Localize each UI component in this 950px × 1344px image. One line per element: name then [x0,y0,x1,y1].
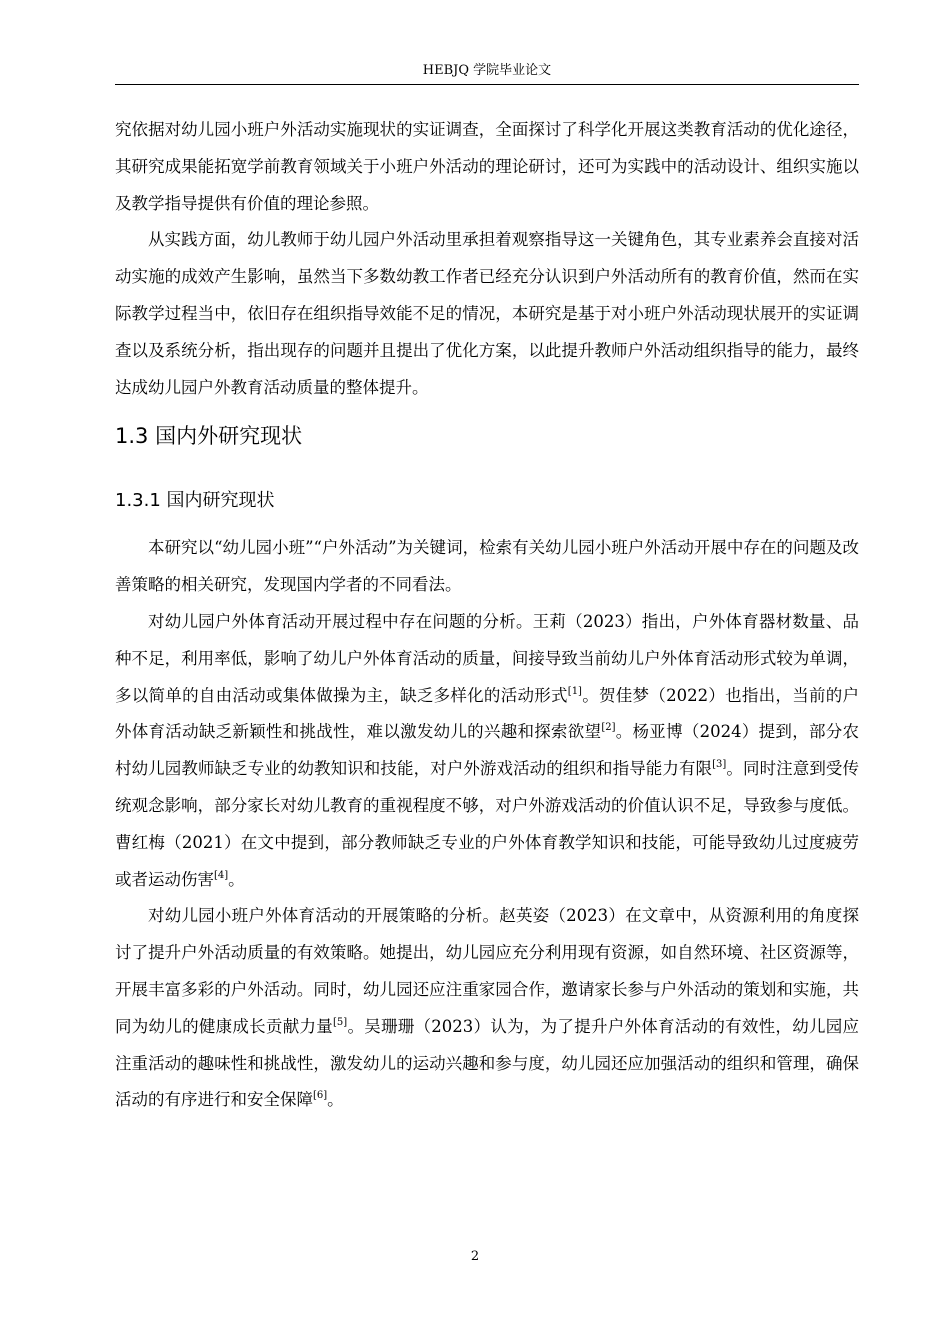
paragraph-text: 。吴珊珊（2023）认为，为了提升户外体育活动的有效性，幼儿园应注重活动的趣味性和挑战性，激发幼儿的运动兴趣和参与度，幼儿园还应加强活动的组织和管理，确保活动的有序进行和安全保障 [115,1016,860,1110]
header-rule [115,84,859,85]
citation[interactable]: [5] [333,1016,348,1028]
paragraph-text: 对幼儿园户外体育活动开展过程中存在问题的分析。王莉（2023）指出，户外体育器材数量、品种不足，利用率低，影响了幼儿户外体育活动的质量，间接导致当前幼儿户外体育活动形式较为单调，多以简单的自由活动或集体做操为主，缺乏多样化的活动形式 [115,611,859,705]
paragraph-text: 对幼儿园小班户外体育活动的开展策略的分析。赵英姿（2023）在文章中，从资源利用的角度探讨了提升户外活动质量的有效策略。她提出，幼儿园应充分利用现有资源，如自然环境、社区资源等，开展丰富多彩的户外活动。同时，幼儿园还应注重家园合作，邀请家长参与户外活动的策划和实施，共同为幼儿的健康成长贡献力量 [115,906,859,1036]
citation[interactable]: [3] [712,759,727,771]
paragraph-text: 。 [327,1090,344,1110]
paragraph: 究依据对幼儿园小班户外活动实施现状的实证调查，全面探讨了科学化开展这类教育活动的优化途径，其研究成果能拓宽学前教育领域关于小班户外活动的理论研讨，还可为实践中的活动设计、组织实施以及教学指导提供有价值的理论参照。 [115,120,859,213]
page-number: 2 [470,1249,480,1264]
subsection-heading: 1.3.1 国内研究现状 [115,490,275,512]
paragraph: 从实践方面，幼儿教师于幼儿园户外活动里承担着观察指导这一关键角色，其专业素养会直接对活动实施的成效产生影响，虽然当下多数幼教工作者已经充分认识到户外活动所有的教育价值，然而在实际教学过程当中，依旧存在组织指导效能不足的情况，本研究是基于对小班户外活动现状展开的实证调查以及系统分析，指出现存的问题并且提出了优化方案，以此提升教师户外活动组织指导的能力，最终达成幼儿园户外教育活动质量的整体提升。 [115,230,859,397]
section-heading: 1.3 国内外研究现状 [115,424,303,449]
citation[interactable]: [2] [601,722,616,734]
citation[interactable]: [6] [313,1090,328,1102]
paragraph [115,898,859,1119]
paragraph: 本研究以“幼儿园小班”“户外活动”为关键词，检索有关幼儿园小班户外活动开展中存在的问题及改善策略的相关研究，发现国内学者的不同看法。 [115,538,859,595]
page-body [115,112,859,1119]
paragraph-text: 。贺佳梦（2022）也指出，当前的户外体育活动缺乏新颖性和挑战性，难以激发幼儿的兴趣和探索欲望 [115,685,860,742]
paragraph-text: 。同时注意到受传统观念影响，部分家长对幼儿教育的重视程度不够，对户外游戏活动的价值认识不足，导致参与度低。曹红梅（2021）在文中提到，部分教师缺乏专业的户外体育教学知识和技能，可能导致幼儿过度疲劳或者运动伤害 [115,759,860,889]
citation[interactable]: [1] [567,685,582,697]
page-header: HEBJQ 学院毕业论文 [422,63,552,78]
paragraph [115,604,859,898]
paragraph-text: 。 [228,869,245,889]
citation[interactable]: [4] [214,869,229,881]
paragraph-text: 。杨亚博（2024）提到，部分农村幼儿园教师缺乏专业的幼教知识和技能，对户外游戏活动的组织和指导能力有限 [115,722,859,779]
